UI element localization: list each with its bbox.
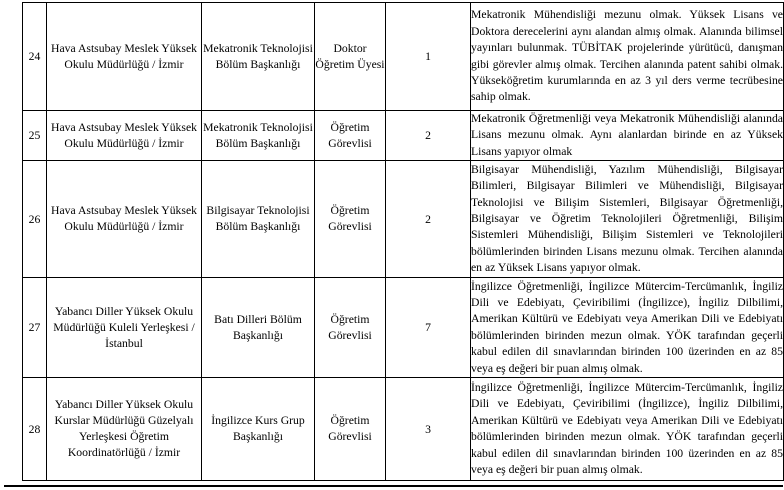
title-cell: Öğretim Görevlisi (315, 378, 386, 481)
count-cell: 3 (386, 378, 471, 481)
unit-cell: Yabancı Diller Yüksek Okulu Kurslar Müdürlüğü Güzelyalı Yerleşkesi Öğretim Koordinatörlüğü / İzmir (47, 378, 202, 481)
unit-cell: Hava Astsubay Meslek Yüksek Okulu Müdürlüğü / İzmir (47, 161, 202, 278)
department-cell: Bilgisayar Teknolojisi Bölüm Başkanlığı (202, 161, 315, 278)
requirements-cell: İngilizce Öğretmenliği, İngilizce Mütercim-Tercümanlık, İngiliz Dili ve Edebiyatı, Çeviribilimi (İngilizce), İngiliz Dilbilimi, Amerikan Kültürü ve Edebiyatı veya Amerikan Dili ve Edebiyatı bölümlerinden birinden mezun olmak. YÖK tarafından geçerli kabul edilen dil sınavlarından birinden 100 üzerinden en az 85 veya eş değeri bir puan almış olmak. (471, 378, 784, 481)
title-cell: Öğretim Görevlisi (315, 161, 386, 278)
row-number: 27 (23, 278, 47, 378)
department-cell: İngilizce Kurs Grup Başkanlığı (202, 378, 315, 481)
department-cell: Batı Dilleri Bölüm Başkanlığı (202, 278, 315, 378)
table-row (23, 278, 784, 378)
requirements-cell: Mekatronik Öğretmenliği veya Mekatronik Mühendisliği alanında Lisans mezunu olmak. Aynı alanlardan birinde en az Yüksek Lisans yapıyor olmak (471, 111, 784, 161)
requirements-cell: Mekatronik Mühendisliği mezunu olmak. Yüksek Lisans ve Doktora derecelerini aynı alandan almış olmak. Alanında bilimsel yayınları bulunmak. TÜBİTAK projelerinde yürütücü, danışman gibi görevler almış olmak. Tercihen alanında patent sahibi olmak. Yükseköğretim kurumlarında en az 3 yıl ders verme tecrübesine sahip olmak. (471, 3, 784, 111)
table-row (23, 3, 784, 111)
title-cell: Doktor Öğretim Üyesi (315, 3, 386, 111)
department-cell: Mekatronik Teknolojisi Bölüm Başkanlığı (202, 3, 315, 111)
row-number: 26 (23, 161, 47, 278)
count-cell: 2 (386, 111, 471, 161)
row-number: 25 (23, 111, 47, 161)
positions-table (22, 2, 784, 481)
row-number: 24 (23, 3, 47, 111)
title-cell: Öğretim Görevlisi (315, 111, 386, 161)
row-number: 28 (23, 378, 47, 481)
requirements-cell: İngilizce Öğretmenliği, İngilizce Mütercim-Tercümanlık, İngiliz Dili ve Edebiyatı, Çeviribilimi (İngilizce), İngiliz Dilbilimi, Amerikan Kültürü ve Edebiyatı veya Amerikan Dili ve Edebiyatı bölümlerinden birinden mezun olmak. YÖK tarafından geçerli kabul edilen dil sınavlarından birinden 100 üzerinden en az 85 veya eş değeri bir puan almış olmak. (471, 278, 784, 378)
document-page (22, 2, 783, 481)
unit-cell: Hava Astsubay Meslek Yüksek Okulu Müdürlüğü / İzmir (47, 3, 202, 111)
department-cell: Mekatronik Teknolojisi Bölüm Başkanlığı (202, 111, 315, 161)
count-cell: 7 (386, 278, 471, 378)
page-bottom-rule (4, 485, 783, 487)
requirements-cell: Bilgisayar Mühendisliği, Yazılım Mühendisliği, Bilgisayar Bilimleri, Bilgisayar Bilimleri ve Mühendisliği, Bilgisayar Teknolojisi ve Bilişim Sistemleri, Bilgisayar Öğretmenliği, Bilgisayar ve Öğretim Teknolojileri Öğretmenliği, Bilişim Sistemleri Mühendisliği, Bilişim Sistemleri ve Teknolojileri bölümlerinden birinden Lisans mezunu olmak. Tercihen alanında en az Yüksek Lisans yapıyor olmak. (471, 161, 784, 278)
table-row (23, 378, 784, 481)
table-row (23, 161, 784, 278)
unit-cell: Hava Astsubay Meslek Yüksek Okulu Müdürlüğü / İzmir (47, 111, 202, 161)
table-row (23, 111, 784, 161)
count-cell: 1 (386, 3, 471, 111)
unit-cell: Yabancı Diller Yüksek Okulu Müdürlüğü Kuleli Yerleşkesi / İstanbul (47, 278, 202, 378)
title-cell: Öğretim Görevlisi (315, 278, 386, 378)
count-cell: 2 (386, 161, 471, 278)
